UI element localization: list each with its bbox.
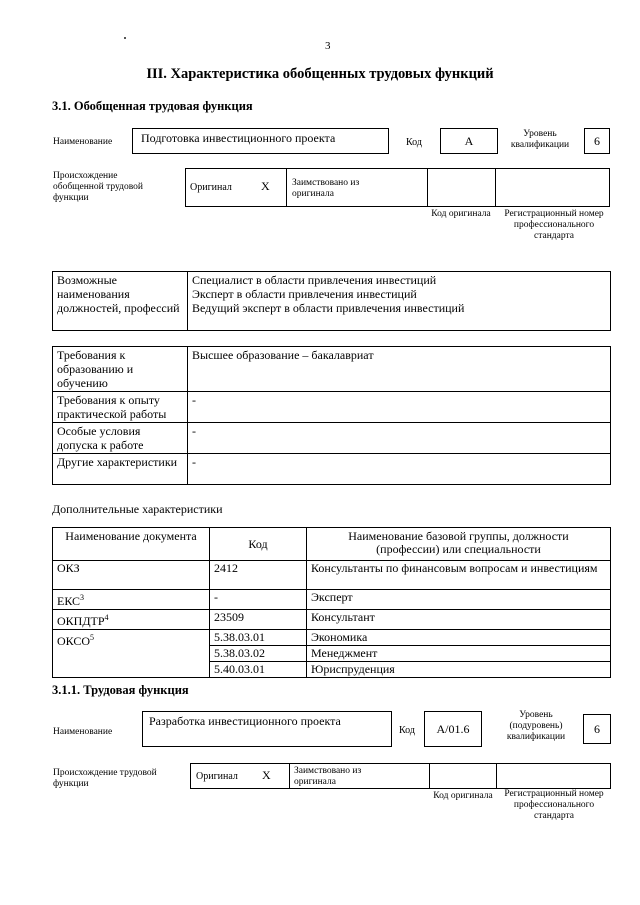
name-cell: Юриспруденция xyxy=(307,662,611,678)
gen-function-heading: 3.1. Обобщенная трудовая функция xyxy=(52,99,253,113)
labor-name-label: Наименование xyxy=(53,727,113,737)
name-cell: Консультант xyxy=(307,610,611,630)
name-cell: Консультанты по финансовым вопросам и инвестициям xyxy=(307,561,611,590)
code-cell: - xyxy=(210,590,307,610)
gen-origin-label: Происхождение обобщенной трудовой функции xyxy=(53,171,143,203)
doc-cell xyxy=(53,590,210,610)
gen-level-label: Уровень квалификации xyxy=(510,129,570,150)
labor-name-box xyxy=(142,711,392,747)
code-cell: 5.40.03.01 xyxy=(210,662,307,678)
section-title: III. Характеристика обобщенных трудовых функций xyxy=(146,66,494,82)
labor-original-mark: X xyxy=(262,768,271,782)
gen-origin-div2 xyxy=(427,168,428,207)
doc-cell xyxy=(53,630,210,678)
req-value: - xyxy=(188,392,611,423)
position-item: Специалист в области привлечения инвестиций xyxy=(192,273,437,287)
labor-code-value: A/01.6 xyxy=(436,722,470,736)
name-cell: Экономика xyxy=(307,630,611,646)
labor-origin-div2 xyxy=(429,763,430,789)
positions-label: Возможные наименования должностей, профессий xyxy=(53,272,188,331)
header-doc: Наименование документа xyxy=(53,528,210,561)
gen-origin-div3 xyxy=(495,168,496,207)
labor-reg-number-caption: Регистрационный номер профессионального стандарта xyxy=(504,789,604,821)
code-cell: 23509 xyxy=(210,610,307,630)
footnote-mark: 3 xyxy=(80,593,85,602)
labor-level-box xyxy=(583,714,611,744)
gen-name-value: Подготовка инвестиционного проекта xyxy=(141,131,336,145)
gen-origin-div1 xyxy=(286,168,287,207)
doc-name: ОКСО xyxy=(57,634,91,648)
gen-code-label: Код xyxy=(406,137,422,148)
scan-dot xyxy=(124,37,126,39)
labor-origin-div1 xyxy=(289,763,290,789)
labor-name-value: Разработка инвестиционного проекта xyxy=(149,714,341,728)
gen-origin-table xyxy=(185,168,610,207)
req-value: - xyxy=(188,454,611,485)
gen-level-box xyxy=(584,128,610,154)
name-cell: Менеджмент xyxy=(307,646,611,662)
labor-code-label: Код xyxy=(399,725,415,736)
gen-borrowed-label: Заимствовано из оригинала xyxy=(292,178,360,199)
page-number: 3 xyxy=(325,40,331,52)
requirements-table xyxy=(52,346,611,485)
req-label: Требования к образованию и обучению xyxy=(53,347,188,392)
header-name: Наименование базовой группы, должности (профессии) или специальности xyxy=(307,528,611,561)
labor-orig-code-caption: Код оригинала xyxy=(433,791,493,801)
footnote-mark: 4 xyxy=(104,613,109,622)
additional-title: Дополнительные характеристики xyxy=(52,502,223,516)
gen-level-value: 6 xyxy=(594,134,600,148)
labor-original-label: Оригинал xyxy=(196,771,238,782)
gen-original-label: Оригинал xyxy=(190,182,232,193)
gen-code-value: А xyxy=(464,134,474,148)
labor-code-box xyxy=(424,711,482,747)
positions-values xyxy=(188,272,611,331)
doc-name: ЕКС xyxy=(57,594,81,608)
code-cell: 5.38.03.01 xyxy=(210,630,307,646)
gen-name-box xyxy=(132,128,389,154)
position-item: Эксперт в области привлечения инвестиций xyxy=(192,287,417,301)
gen-orig-code-caption: Код оригинала xyxy=(431,209,491,219)
position-item: Ведущий эксперт в области привлечения инвестиций xyxy=(192,301,465,315)
gen-reg-number-caption: Регистрационный номер профессионального стандарта xyxy=(504,209,604,241)
labor-level-value: 6 xyxy=(594,722,600,736)
labor-origin-label: Происхождение трудовой функции xyxy=(53,768,157,789)
labor-origin-table xyxy=(190,763,611,789)
gen-code-box xyxy=(440,128,498,154)
labor-origin-div3 xyxy=(496,763,497,789)
req-label: Особые условия допуска к работе xyxy=(53,423,188,454)
doc-name: ОКЗ xyxy=(57,561,80,575)
gen-original-mark: X xyxy=(261,179,270,193)
doc-cell xyxy=(53,610,210,630)
gen-name-label: Наименование xyxy=(53,137,113,147)
req-value: - xyxy=(188,423,611,454)
labor-function-heading: 3.1.1. Трудовая функция xyxy=(52,683,189,697)
req-value: Высшее образование – бакалавриат xyxy=(188,347,611,392)
positions-table xyxy=(52,271,611,331)
footnote-mark: 5 xyxy=(90,633,95,642)
req-label: Требования к опыту практической работы xyxy=(53,392,188,423)
labor-level-label: Уровень (подуровень) квалификации xyxy=(506,710,566,742)
additional-table xyxy=(52,527,611,678)
doc-cell xyxy=(53,561,210,590)
doc-name: ОКПДТР xyxy=(57,614,105,628)
header-code: Код xyxy=(210,528,307,561)
code-cell: 2412 xyxy=(210,561,307,590)
labor-borrowed-label: Заимствовано из оригинала xyxy=(294,766,362,787)
code-cell: 5.38.03.02 xyxy=(210,646,307,662)
name-cell: Эксперт xyxy=(307,590,611,610)
req-label: Другие характеристики xyxy=(53,454,188,485)
